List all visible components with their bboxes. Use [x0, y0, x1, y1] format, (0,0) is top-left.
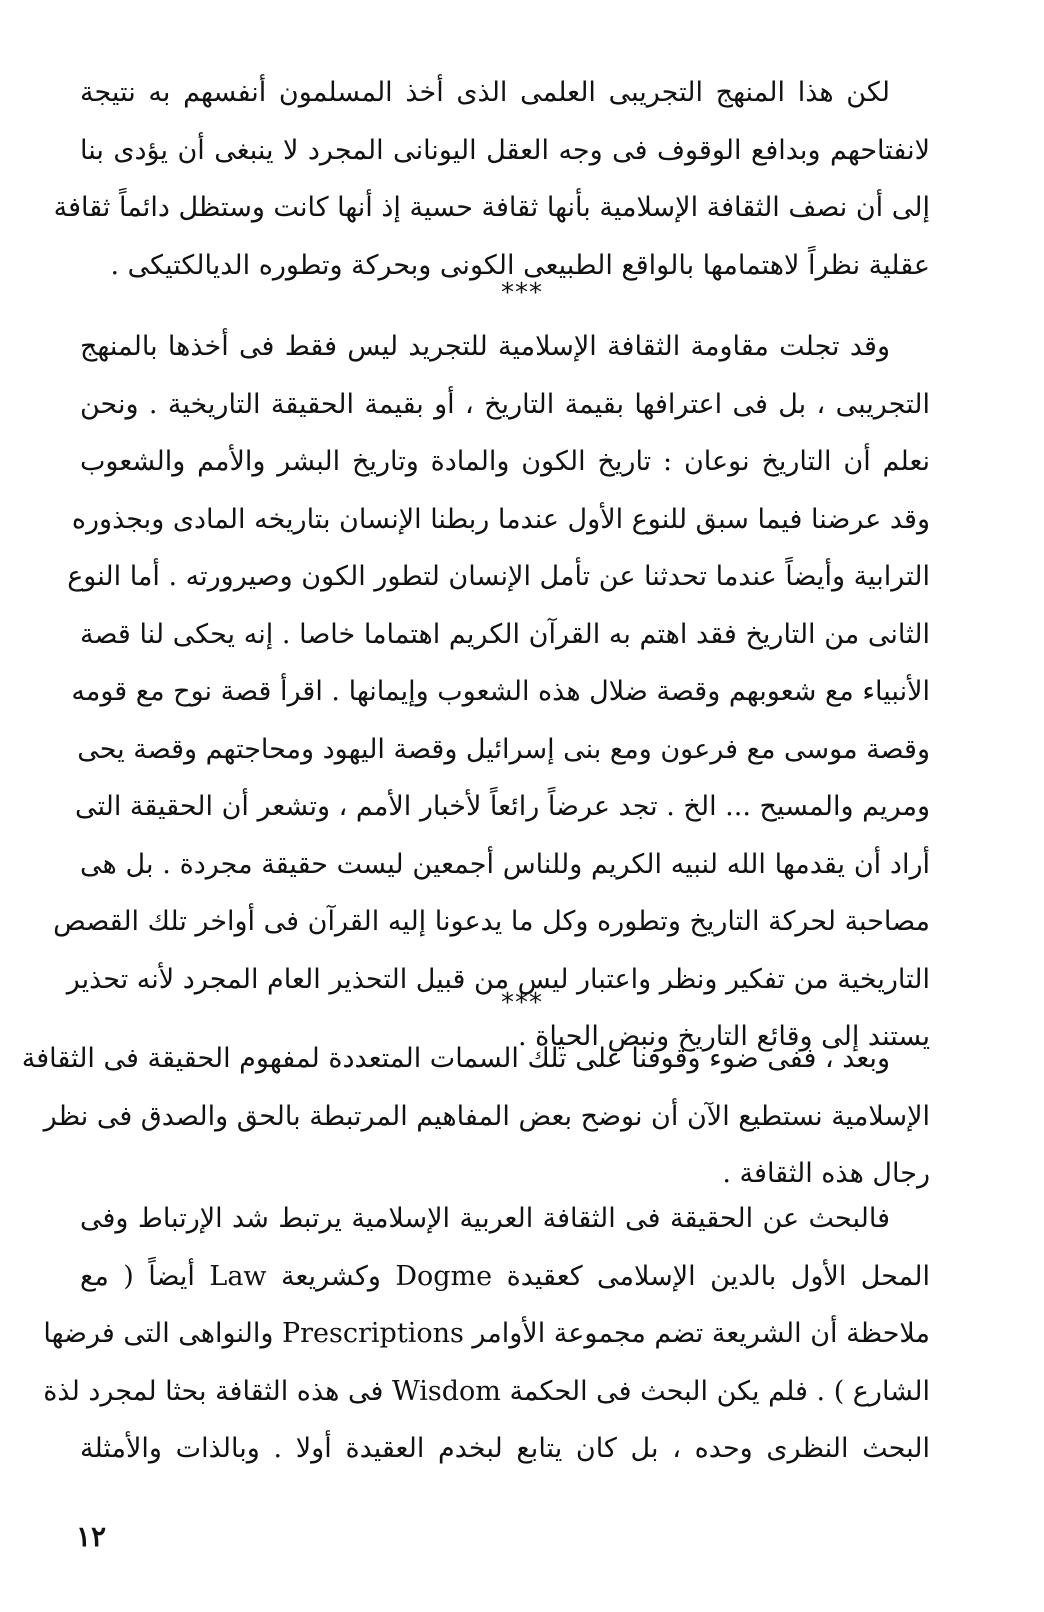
- text-line: المحل الأول بالدين الإسلامى كعقيدة Dogme وكشريعة Law أيضاً ( مع: [80, 1260, 931, 1292]
- text-line: الإسلامية نستطيع الآن أن نوضح بعض المفاهيم المرتبطة بالحق والصدق فى نظر: [43, 1100, 930, 1132]
- text-line: إلى أن نصف الثقافة الإسلامية بأنها ثقافة حسية إذ أنها كانت وستظل دائماً ثقافة: [53, 192, 930, 223]
- text-line: الثانى من التاريخ فقد اهتم به القرآن الكريم اهتماما خاصا . إنه يحكى لنا قصة: [80, 618, 930, 650]
- text-line: ومريم والمسيح ... الخ . تجد عرضاً رائعاً لأخبار الأمم ، وتشعر أن الحقيقة التى: [74, 791, 930, 822]
- text-line: مصاحبة لحركة التاريخ وتطوره وكل ما يدعونا إليه القرآن فى أواخر تلك القصص: [53, 906, 930, 937]
- text-line: يستند إلى وقائع التاريخ ونبض الحياة .: [518, 1021, 930, 1052]
- text-line: رجال هذه الثقافة .: [722, 1158, 930, 1189]
- paragraph-2: [53, 318, 930, 1066]
- text-line: لانفتاحهم وبدافع الوقوف فى وجه العقل اليونانى المجرد لا ينبغى أن يؤدى بنا: [80, 134, 930, 166]
- page-number: ١٢: [76, 1520, 107, 1553]
- text-line: الشارع ) . فلم يكن البحث فى الحكمة Wisdom فى هذه الثقافة بحثا لمجرد لذة: [43, 1375, 930, 1407]
- text-line: الأنبياء مع شعوبهم وقصة ضلال هذه الشعوب وإيمانها . اقرأ قصة نوح مع قومه: [71, 676, 930, 707]
- section-separator: ***: [501, 988, 543, 1018]
- text-line: وقصة موسى مع فرعون ومع بنى إسرائيل وقصة اليهود ومحاجتهم وقصة يحى: [77, 733, 930, 765]
- paragraph-3: [21, 1030, 930, 1203]
- paragraph-1: [53, 64, 930, 294]
- text-line: الترابية وأيضاً عندما تحدثنا عن تأمل الإنسان لتطور الكون وصيرورته . أما النوع: [67, 561, 930, 592]
- text-line: أراد أن يقدمها الله لنبيه الكريم وللناس أجمعين ليست حقيقة مجردة . بل هى: [80, 848, 930, 880]
- section-separator: ***: [501, 278, 543, 308]
- text-line: وقد تجلت مقاومة الثقافة الإسلامية للتجريد ليس فقط فى أخذها بالمنهج: [80, 331, 890, 362]
- text-line: لكن هذا المنهج التجريبى العلمى الذى أخذ المسلمون أنفسهم به نتيجة: [80, 77, 890, 108]
- text-line: وبعد ، ففى ضوء وقوفنا على تلك السمات المتعددة لمفهوم الحقيقة فى الثقافة: [21, 1043, 890, 1074]
- text-line: التاريخية من تفكير ونظر واعتبار ليس من قبيل التحذير العام المجرد لأنه تحذير: [66, 963, 930, 995]
- text-line: التجريبى ، بل فى اعترافها بقيمة التاريخ ، أو بقيمة الحقيقة التاريخية . ونحن: [80, 388, 930, 420]
- text-line: نعلم أن التاريخ نوعان : تاريخ الكون والمادة وتاريخ البشر والأمم والشعوب: [80, 446, 930, 477]
- text-line: وقد عرضنا فيما سبق للنوع الأول عندما ربطنا الإنسان بتاريخه المادى وبجذوره: [71, 503, 930, 535]
- text-line: ملاحظة أن الشريعة تضم مجموعة الأوامر Prescriptions والنواهى التى فرضها: [43, 1318, 930, 1349]
- text-line: عقلية نظراً لاهتمامها بالواقع الطبيعى الكونى وبحركة وتطوره الديالكتيكى .: [110, 249, 930, 281]
- text-line: فالبحث عن الحقيقة فى الثقافة العربية الإسلامية يرتبط شد الإرتباط وفى: [80, 1203, 890, 1234]
- text-line: البحث النظرى وحده ، بل كان يتابع لبخدم العقيدة أولا . وبالذات والأمثلة: [80, 1433, 930, 1464]
- paragraph-4: [43, 1190, 931, 1478]
